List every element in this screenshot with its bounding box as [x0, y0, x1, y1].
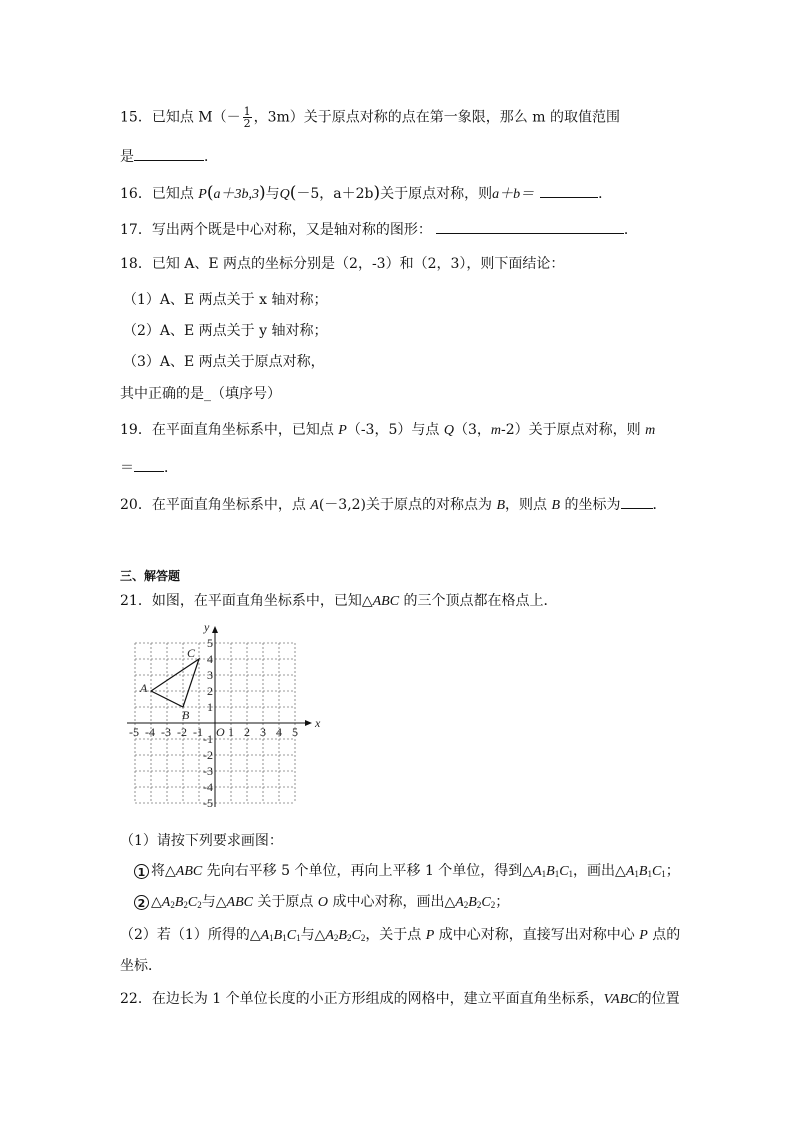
- y-tick-label: -3: [203, 764, 213, 778]
- x-tick-label: 4: [276, 725, 282, 739]
- y-tick-label: -5: [203, 796, 213, 810]
- q21-part2-line2: 坐标．: [120, 958, 162, 974]
- y-tick-label: 2: [207, 684, 213, 698]
- question-18: 18．已知 A、E 两点的坐标分别是（2，-3）和（2，3），则下面结论：: [120, 256, 565, 272]
- x-tick-label: -3: [161, 725, 171, 739]
- q21-step1: 1 将△ABC 先向右平移 5 个单位，再向上平移 1 个单位，得到$\triangle A_1B_1C_1$，画出$\triangle A_1B_1C_1$；: [134, 862, 680, 883]
- y-axis-arrow: [212, 626, 218, 633]
- vertex-label-b: B: [182, 708, 190, 722]
- x-tick-label: -2: [177, 725, 187, 739]
- answer-blank[interactable]: [621, 494, 653, 509]
- question-22: 22．在边长为 1 个单位长度的小正方形组成的网格中，建立平面直角坐标系，VABC的位置: [120, 991, 680, 1007]
- x-tick-label: 1: [228, 725, 234, 739]
- answer-blank[interactable]: [134, 457, 164, 472]
- x-tick-label: 2: [244, 725, 250, 739]
- q18-item-2: （2）A、E 两点关于 y 轴对称；: [123, 323, 328, 339]
- tick-labels: [129, 620, 321, 810]
- question-19-line2: ＝ ．: [120, 457, 178, 477]
- x-tick-label: -1: [193, 725, 203, 739]
- x-axis-arrow: [305, 720, 312, 726]
- q18-item-1: （1）A、E 两点关于 x 轴对称；: [123, 292, 328, 308]
- y-tick-label: 5: [207, 636, 213, 650]
- circled-number-1: 1: [134, 864, 149, 879]
- answer-blank[interactable]: [436, 219, 624, 234]
- x-tick-label: -4: [145, 725, 155, 739]
- circled-number-2: 2: [134, 895, 149, 910]
- answer-blank[interactable]: [540, 183, 598, 198]
- q21-step2: 2 $\triangle A_2B_2C_2$与△ABC 关于原点 O 成中心对称，画出$\triangle A_2B_2C_2$；: [134, 893, 509, 914]
- y-tick-label: -2: [203, 748, 213, 762]
- section-title: 三、解答题: [120, 569, 181, 583]
- y-tick-label: 4: [207, 652, 213, 666]
- question-20: 20．在平面直角坐标系中，点 A(－3,2)关于原点的对称点为 B，则点 B 的坐标为 ．: [120, 494, 667, 515]
- q18-ask: 其中正确的是_（填序号）: [120, 386, 281, 402]
- y-tick-label: -4: [203, 780, 213, 794]
- y-tick-label: 3: [207, 668, 213, 682]
- x-tick-label: -5: [129, 725, 139, 739]
- triangle-abc: [139, 646, 199, 722]
- x-axis-label: x: [315, 716, 321, 730]
- q18-item-3: （3）A、E 两点关于原点对称，: [123, 354, 325, 370]
- question-19: 19．在平面直角坐标系中，已知点 P（-3，5）与点 Q（3，m-2）关于原点对称，则 m: [120, 422, 656, 438]
- question-15: 15．已知点 M（－ $\frac{1}{2}$ ，3m）关于原点对称的点在第一象限，那么 m 的取值范围: [120, 105, 620, 130]
- question-21: 21．如图，在平面直角坐标系中，已知△ABC 的三个顶点都在格点上．: [120, 593, 558, 609]
- triangle-outline: [151, 659, 199, 707]
- y-axis-label: y: [204, 620, 210, 634]
- answer-blank[interactable]: [134, 146, 204, 161]
- question-15-line2: 是 ．: [120, 146, 218, 166]
- coordinate-grid-figure: [118, 620, 321, 816]
- y-tick-label: -1: [203, 732, 213, 746]
- fraction: $\frac{1}{2}$: [243, 105, 251, 130]
- question-16: 16．已知点 P(a＋3b,3)与Q(－5，a＋2b)关于原点对称，则a＋b＝ ．: [120, 183, 613, 203]
- axes: [127, 626, 312, 807]
- question-17: 17．写出两个既是中心对称，又是轴对称的图形： ．: [120, 219, 638, 239]
- q21-part2: （2）若（1）所得的$\triangle A_1B_1C_1$与$\triangle A_2B_2C_2$，关于点 P 成中心对称，直接写出对称中心 P 点的: [120, 927, 681, 943]
- q21-part1: （1）请按下列要求画图：: [120, 833, 283, 849]
- x-tick-label: 3: [260, 725, 266, 739]
- y-tick-label: 1: [207, 700, 213, 714]
- vertex-label-a: A: [140, 681, 148, 695]
- vertex-label-c: C: [187, 646, 196, 660]
- x-tick-label: 5: [292, 725, 298, 739]
- origin-label: O: [216, 725, 225, 739]
